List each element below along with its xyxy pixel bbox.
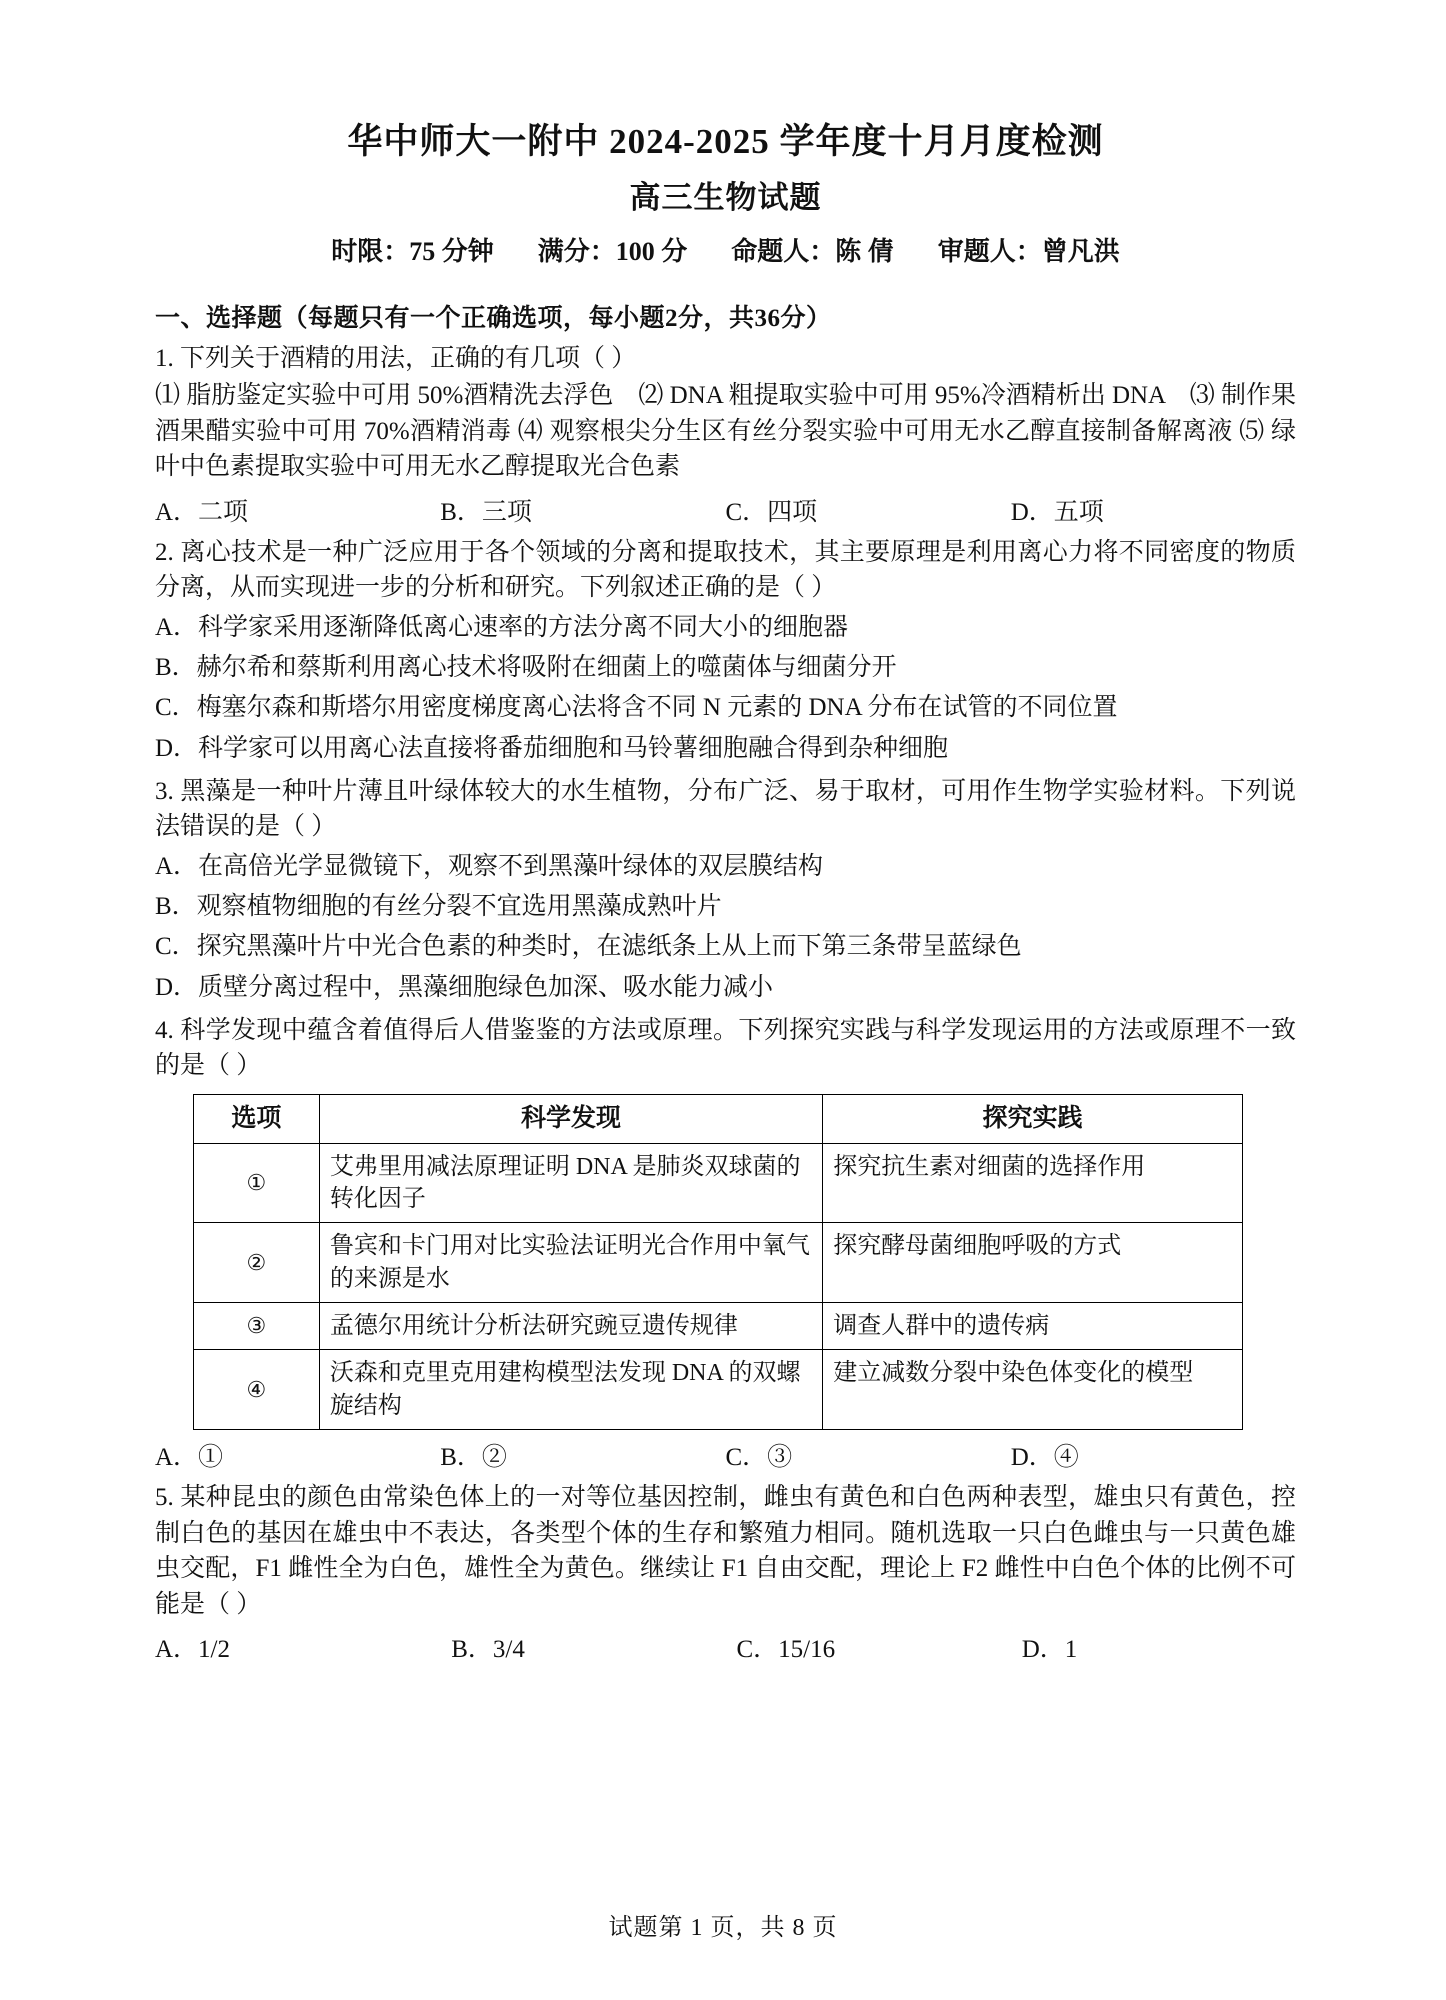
table-col-practice: 探究实践 <box>823 1094 1243 1143</box>
question-1-option-c[interactable]: C．四项 <box>725 498 818 526</box>
table-row <box>194 1303 1243 1350</box>
exam-meta <box>155 231 1296 268</box>
question-4-option-a[interactable]: A．① <box>155 1444 224 1472</box>
question-1-options <box>155 492 1296 528</box>
table-cell-practice: 探究抗生素对细菌的选择作用 <box>823 1143 1243 1223</box>
question-4-stem: 4. 科学发现中蕴含着值得后人借鉴鉴的方法或原理。下列探究实践与科学发现运用的方法或原理不一致的是（ ） <box>155 1016 1296 1080</box>
table-cell-index: ③ <box>194 1303 320 1350</box>
meta-reviewer: 审题人：曾凡洪 <box>937 236 1120 266</box>
question-4-option-c[interactable]: C．③ <box>725 1444 793 1472</box>
table-cell-practice: 建立减数分裂中染色体变化的模型 <box>823 1350 1243 1430</box>
question-5-options <box>155 1629 1296 1665</box>
table-row <box>194 1143 1243 1223</box>
question-1-body: ⑴ 脂肪鉴定实验中可用 50%酒精洗去浮色 ⑵ DNA 粗提取实验中可用 95%冷酒精析出 DNA ⑶ 制作果酒果醋实验中可用 70%酒精消毒 ⑷ 观察根尖分生区有丝分裂实验中可用无水乙醇直接制备解离液 ⑸ 绿叶中色素提取实验中可用无水乙醇提取光合色素 <box>155 382 1296 481</box>
table-cell-index: ② <box>194 1223 320 1303</box>
question-3-option-d[interactable]: D．质壁分离过程中，黑藻细胞绿色加深、吸水能力减小 <box>155 973 774 1001</box>
question-1-option-d[interactable]: D．五项 <box>1010 498 1104 526</box>
table-cell-discovery: 艾弗里用减法原理证明 DNA 是肺炎双球菌的转化因子 <box>319 1143 822 1223</box>
question-5-option-b[interactable]: B．3/4 <box>451 1636 525 1664</box>
question-1-option-b[interactable]: B．三项 <box>440 498 532 526</box>
table-row <box>194 1223 1243 1303</box>
table-cell-practice: 探究酵母菌细胞呼吸的方式 <box>823 1223 1243 1303</box>
section-heading: 一、选择题（每题只有一个正确选项，每小题2分，共36分） <box>155 304 832 332</box>
question-2-option-c[interactable]: C．梅塞尔森和斯塔尔用密度梯度离心法将含不同 N 元素的 DNA 分布在试管的不同位置 <box>155 694 1118 722</box>
question-4-option-b[interactable]: B．② <box>440 1444 507 1472</box>
question-5-stem: 5. 某种昆虫的颜色由常染色体上的一对等位基因控制，雌虫有黄色和白色两种表型，雄虫只有黄色，控制白色的基因在雄虫中不表达，各类型个体的生存和繁殖力相同。随机选取一只白色雌虫与一只黄色雄虫交配，F1 雌性全为白色，雄性全为黄色。继续让 F1 自由交配，理论上 F2 雌性中白色个体的比例不可能是（ ） <box>155 1484 1296 1618</box>
question-2-option-b[interactable]: B．赫尔希和蔡斯利用离心技术将吸附在细菌上的噬菌体与细菌分开 <box>155 654 897 681</box>
question-1-option-a[interactable]: A．二项 <box>155 498 249 526</box>
meta-time-limit: 时限：75 分钟 <box>331 236 494 266</box>
question-3-option-a[interactable]: A．在高倍光学显微镜下，观察不到黑藻叶绿体的双层膜结构 <box>155 852 824 880</box>
question-4-options <box>155 1437 1296 1473</box>
question-5-option-c[interactable]: C．15/16 <box>736 1636 836 1664</box>
question-3-option-c[interactable]: C．探究黑藻叶片中光合色素的种类时，在滤纸条上从上而下第三条带呈蓝绿色 <box>155 933 1022 961</box>
question-2-stem: 2. 离心技术是一种广泛应用于各个领域的分离和提取技术，其主要原理是利用离心力将不同密度的物质分离，从而实现进一步的分析和研究。下列叙述正确的是（ ） <box>155 538 1296 602</box>
question-2-option-d[interactable]: D．科学家可以用离心法直接将番茄细胞和马铃薯细胞融合得到杂种细胞 <box>155 734 949 762</box>
table-cell-index: ④ <box>194 1350 320 1430</box>
table-row <box>194 1350 1243 1430</box>
page-subtitle: 高三生物试题 <box>629 179 822 215</box>
question-3-stem: 3. 黑藻是一种叶片薄且叶绿体较大的水生植物，分布广泛、易于取材，可用作生物学实验材料。下列说法错误的是（ ） <box>155 777 1296 841</box>
table-cell-discovery: 鲁宾和卡门用对比实验法证明光合作用中氧气的来源是水 <box>319 1223 822 1303</box>
question-3-option-b[interactable]: B．观察植物细胞的有丝分裂不宜选用黑藻成熟叶片 <box>155 893 722 920</box>
table-col-option: 选项 <box>194 1094 320 1143</box>
question-1-stem: 1. 下列关于酒精的用法，正确的有几项（ ） <box>155 344 637 372</box>
meta-total-score: 满分：100 分 <box>537 236 688 266</box>
question-5-option-d[interactable]: D．1 <box>1021 1636 1078 1664</box>
question-4-table <box>193 1094 1243 1430</box>
table-cell-practice: 调查人群中的遗传病 <box>823 1303 1243 1350</box>
table-col-discovery: 科学发现 <box>319 1094 822 1143</box>
table-header-row <box>194 1094 1243 1143</box>
table-cell-discovery: 沃森和克里克用建构模型法发现 DNA 的双螺旋结构 <box>319 1350 822 1430</box>
table-cell-discovery: 孟德尔用统计分析法研究豌豆遗传规律 <box>319 1303 822 1350</box>
meta-author: 命题人：陈 倩 <box>731 236 894 266</box>
question-4-option-d[interactable]: D．④ <box>1010 1444 1079 1472</box>
page-footer: 试题第 1 页，共 8 页 <box>608 1915 838 1941</box>
table-cell-index: ① <box>194 1143 320 1223</box>
page-title: 华中师大一附中 2024-2025 学年度十月月度检测 <box>347 122 1104 161</box>
question-2-option-a[interactable]: A．科学家采用逐渐降低离心速率的方法分离不同大小的细胞器 <box>155 613 849 641</box>
question-5-option-a[interactable]: A．1/2 <box>155 1636 231 1664</box>
